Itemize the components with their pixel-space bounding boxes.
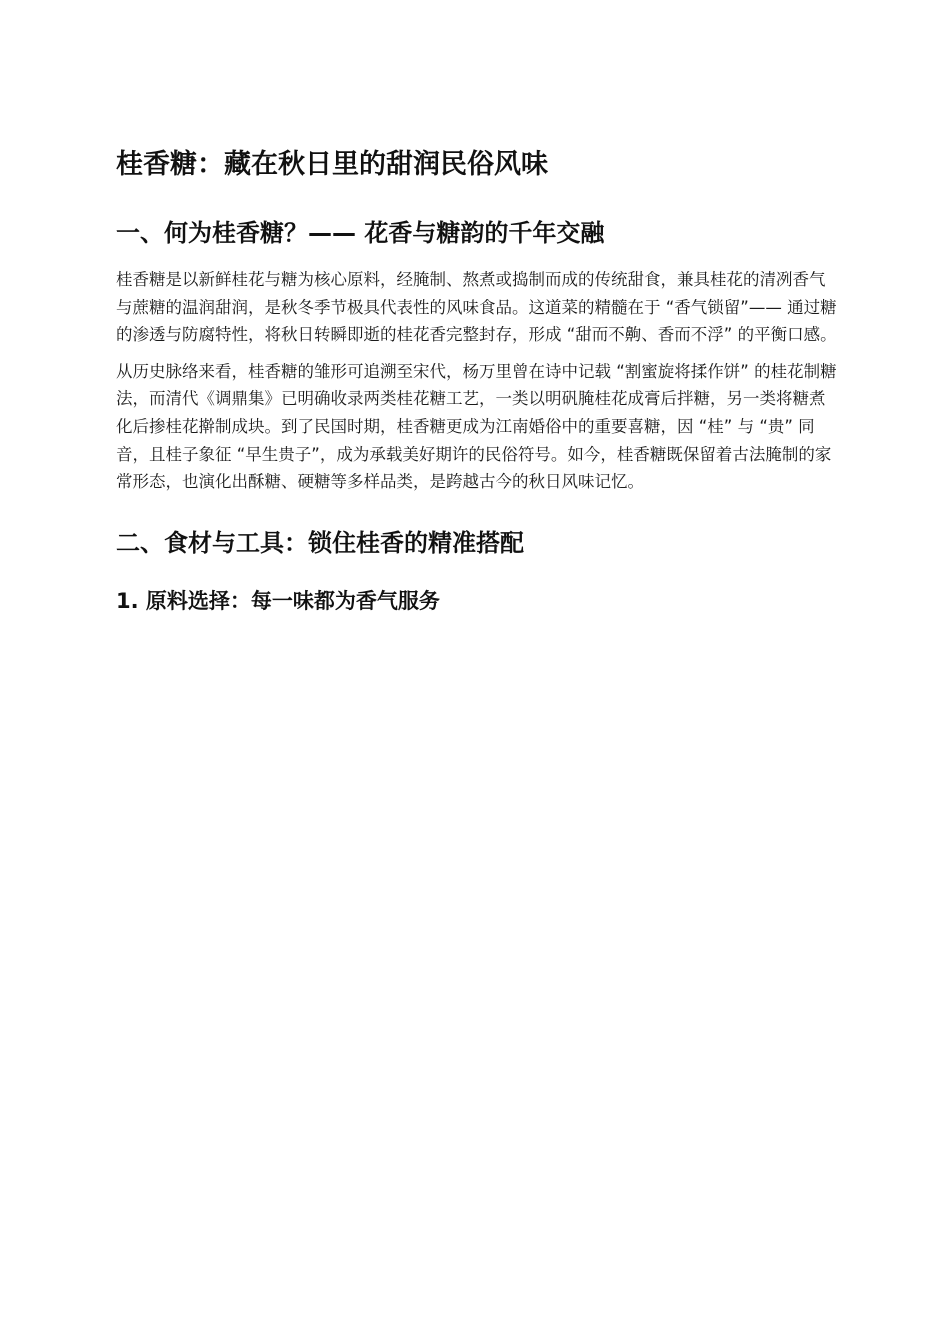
section-heading-what-is: 一、何为桂香糖？—— 花香与糖韵的千年交融 (116, 219, 605, 247)
subsection-heading-raw-materials: 1. 原料选择：每一味都为香气服务 (116, 588, 440, 613)
paragraph-definition: 桂香糖是以新鲜桂花与糖为核心原料，经腌制、熬煮或捣制而成的传统甜食，兼具桂花的清冽香气与蔗糖的温润甜润，是秋冬季节极具代表性的风味食品。这道菜的精髓在于 “香气锁留”—— 通过糖的渗透与防腐特性，将秋日转瞬即逝的桂花香完整封存，形成 “甜而不齁、香而不浮” 的平衡口感。 (116, 270, 837, 345)
paragraph-history: 从历史脉络来看，桂香糖的雏形可追溯至宋代，杨万里曾在诗中记载 “割蜜旋将揉作饼” 的桂花制糖法，而清代《调鼎集》已明确收录两类桂花糖工艺，一类以明矾腌桂花成膏后拌糖，另一类将糖煮化后掺桂花擀制成块。到了民国时期，桂香糖更成为江南婚俗中的重要喜糖，因 “桂” 与 “贵” 同音，且桂子象征 “早生贵子”，成为承载美好期许的民俗符号。如今，桂香糖既保留着古法腌制的家常形态，也演化出酥糖、硬糖等多样品类，是跨越古今的秋日风味记忆。 (116, 361, 837, 492)
section-heading-ingredients-tools: 二、食材与工具：锁住桂香的精准搭配 (116, 528, 524, 557)
page-title: 桂香糖：藏在秋日里的甜润民俗风味 (116, 149, 548, 180)
document-content (116, 146, 838, 616)
